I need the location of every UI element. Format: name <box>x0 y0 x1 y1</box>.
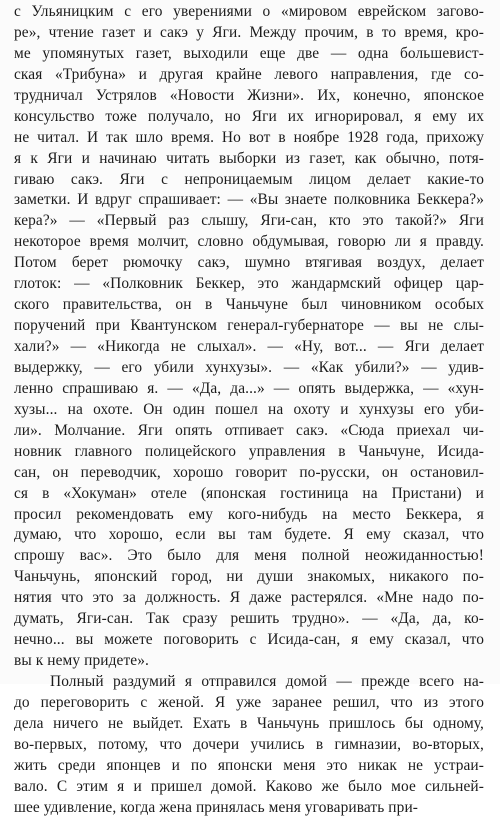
text-line: хузы... на охоте. Он один пошел на охоту и хунхузы его уби- <box>14 400 484 418</box>
text-line: поручений при Квантунском генерал-губернаторе — вы не слы- <box>14 317 484 335</box>
text-line: некоторое время молчит, словно обдумывая, говорю ли я правду. <box>14 233 484 251</box>
text-line: ленно спрашиваю я. — «Да, да...» — опять выдержка, — «хун- <box>14 379 484 397</box>
text-line: хали?» — «Никогда не слыхал». — «Ну, вот... — Яги делает <box>14 338 484 355</box>
text-line: глоток: — «Полковник Беккер, это жандармский офицер цар- <box>14 275 484 293</box>
text-line: спрошу вас». Это было для меня полной неожиданностью! <box>14 547 484 565</box>
text-line: ли». Молчание. Яги опять отпивает сакэ. «Сюда приехал чи- <box>14 421 484 439</box>
text-line: выдержку, — его убили хунхузы». — «Как убили?» — удив- <box>14 358 484 376</box>
text-line: я к Яги и начинаю читать выборки из газет, как обычно, потя- <box>14 149 484 167</box>
text-line: нятия что это за должность. Я даже растерялся. «Мне надо по- <box>14 589 484 607</box>
text-line: сан, он переводчик, хорошо говорит по-русски, он остановил- <box>14 463 484 481</box>
text-line: ме упомянутых газет, выходили еще две — одна большевист- <box>14 44 484 62</box>
text-line: думать, Яги-сан. Так сразу решить трудно». — «Да, да, ко- <box>14 610 484 628</box>
text-line: гиваю сакэ. Яги с непроницаемым лицом делает какие-то <box>14 170 484 188</box>
text-line: думаю, что хорошо, если вы там будете. Я ему сказал, что <box>14 526 484 544</box>
text-line: во-первых, потому, что дочери учились в гимназии, во-вторых, <box>14 735 484 753</box>
text-line: вало. С этим я и пришел домой. Каково же было мое сильней- <box>14 777 484 795</box>
text-line: новник главного полицейского управления в Чаньчуне, Исида- <box>14 442 484 460</box>
text-line: жить среди японцев и по японски меня это никак не устраи- <box>14 756 484 774</box>
text-line: шее удивление, когда жена принялась меня уговаривать при- <box>14 798 419 816</box>
text-line: консульство тоже получало, но Яги их игнорировал, я ему их <box>14 107 484 125</box>
text-line: до переговорить с женой. Я уже заранее решил, что из этого <box>14 693 484 711</box>
text-line: вы к нему придете». <box>14 652 149 670</box>
text-line: дела ничего не выйдет. Ехать в Чаньчунь пришлось бы одному, <box>14 714 484 732</box>
paragraph <box>14 672 484 819</box>
text-line: ская «Трибуна» и другая крайне левого направления, где со- <box>14 65 484 83</box>
text-line: просил рекомендовать ему кого-нибудь на место Беккера, я <box>14 505 484 523</box>
text-line: ре», чтение газет и сакэ у Яги. Между прочим, в то время, кро- <box>14 23 484 41</box>
text-line: Потом берет рюмочку сакэ, шумно втягивая воздух, делает <box>14 254 484 272</box>
text-line: Чаньчунь, японский город, ни души знакомых, никакого по- <box>14 568 484 586</box>
text-line: ского правительства, он в Чаньчуне был чиновником особых <box>14 296 484 314</box>
text-line: трудничал Устрялов «Новости Жизни». Их, конечно, японское <box>14 86 484 104</box>
text-line: заметки. И вдруг спрашивает: — «Вы знаете полковника Беккера?» <box>14 191 484 209</box>
text-line: не читал. И так шло время. Но вот в ноябре 1928 года, прихожу <box>14 128 484 146</box>
body-text <box>14 2 484 819</box>
text-line: кера?» — «Первый раз слышу, Яги-сан, кто это такой?» Яги <box>14 212 484 230</box>
text-line: нечно... вы можете поговорить с Исида-сан, я ему сказал, что <box>14 631 484 649</box>
text-line: с Ульяницким с его уверениями о «мировом еврейском загово- <box>14 3 484 20</box>
text-line: Полный раздумий я отправился домой — прежде всего на- <box>50 673 484 690</box>
text-line: ся в «Хокуман» отеле (японская гостиница на Пристани) и <box>14 484 484 502</box>
paragraph <box>14 2 484 672</box>
